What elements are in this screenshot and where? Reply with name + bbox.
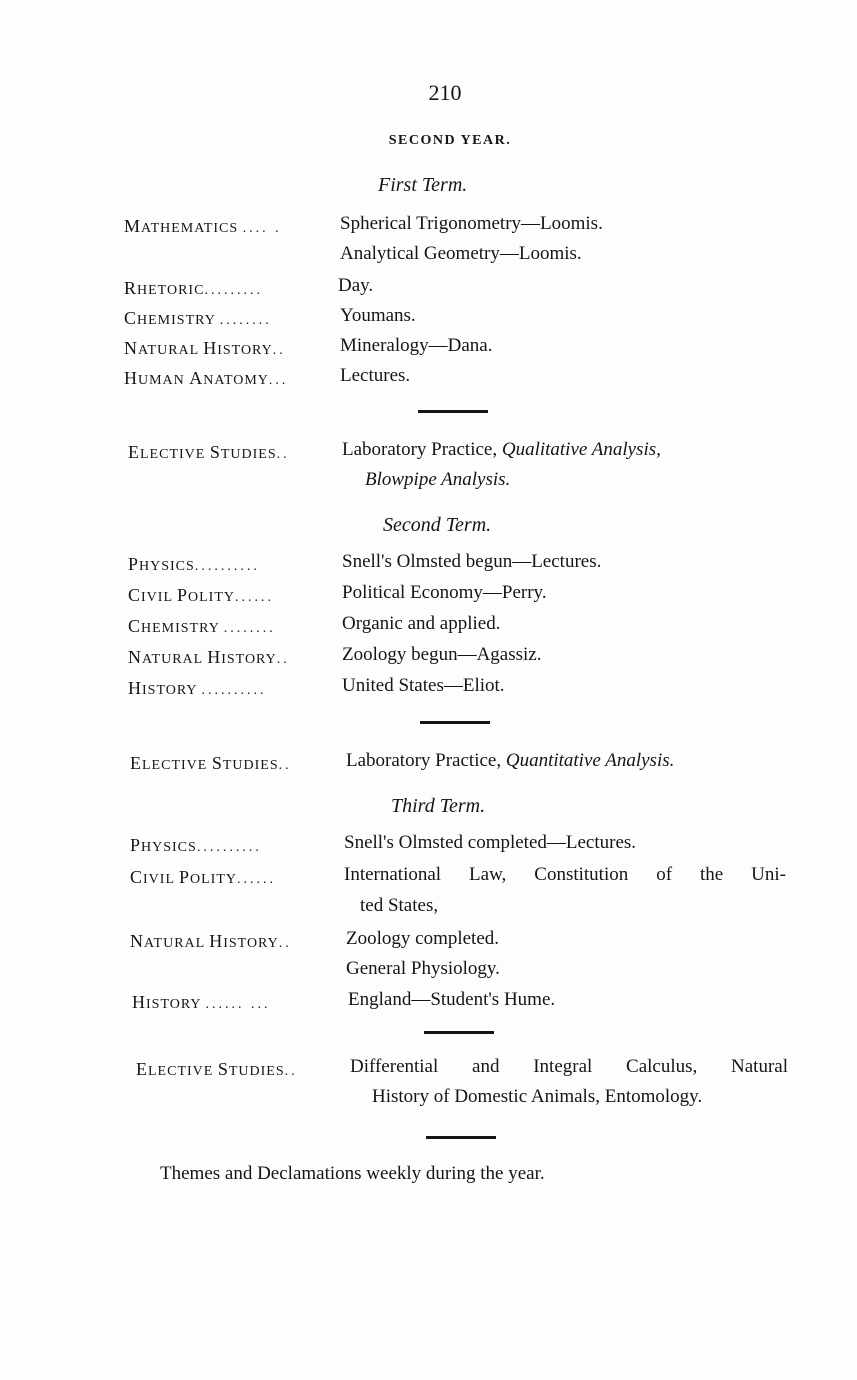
course-continuation: ted States, — [360, 895, 439, 916]
subject-label: PHYSICS.......... — [128, 554, 260, 574]
subject-label: PHYSICS.......... — [130, 835, 262, 855]
section-rule — [424, 1031, 494, 1034]
course-description: Spherical Trigonometry—Loomis. — [340, 213, 603, 234]
subject-label: ELECTIVE STUDIES.. — [136, 1059, 298, 1079]
subject-label: HISTORY ...... ... — [132, 992, 271, 1012]
course-row — [128, 551, 793, 581]
term-heading-first: First Term. — [378, 174, 468, 196]
subject-label: ELECTIVE STUDIES.. — [128, 442, 290, 462]
course-row — [128, 613, 793, 643]
course-description: Organic and applied. — [342, 613, 501, 634]
course-row — [128, 582, 793, 612]
elective-row — [130, 750, 795, 780]
section-rule — [426, 1136, 496, 1139]
course-continuation: Analytical Geometry—Loomis. — [340, 243, 582, 264]
term-heading-second: Second Term. — [383, 514, 492, 536]
course-row — [124, 275, 789, 305]
course-row — [130, 928, 795, 958]
course-description: Snell's Olmsted begun—Lectures. — [342, 551, 602, 572]
elective-continuation: Blowpipe Analysis. — [365, 469, 511, 490]
course-row — [130, 864, 795, 894]
course-description: Lectures. — [340, 365, 411, 386]
elective-row — [128, 439, 793, 469]
course-row — [124, 365, 789, 395]
elective-description: Laboratory Practice, Qualitative Analysis, — [342, 439, 661, 460]
course-description: Zoology completed. — [346, 928, 500, 949]
course-row — [132, 989, 797, 1019]
course-description: International Law, Constitution of the Uni- — [344, 864, 786, 885]
elective-description: Differential and Integral Calculus, Natural — [350, 1056, 788, 1077]
subject-label: CIVIL POLITY...... — [130, 867, 276, 887]
subject-label: CHEMISTRY ........ — [128, 616, 276, 636]
course-row — [130, 832, 795, 862]
subject-label: HUMAN ANATOMY... — [124, 368, 289, 388]
subject-label: RHETORIC......... — [124, 278, 263, 298]
subject-label: NATURAL HISTORY.. — [130, 931, 292, 951]
course-row — [124, 335, 789, 365]
elective-description: Laboratory Practice, Quantitative Analysis. — [346, 750, 675, 771]
page-number: 210 — [428, 80, 462, 105]
course-description: England—Student's Hume. — [348, 989, 556, 1010]
footer-note: Themes and Declamations weekly during the year. — [160, 1163, 545, 1184]
elective-continuation: History of Domestic Animals, Entomology. — [372, 1086, 703, 1107]
section-rule — [420, 721, 490, 724]
course-description: Youmans. — [340, 305, 416, 326]
elective-row — [136, 1056, 801, 1086]
course-description: Day. — [338, 275, 374, 296]
course-description: Political Economy—Perry. — [342, 582, 547, 603]
course-description: Snell's Olmsted completed—Lectures. — [344, 832, 637, 853]
subject-label: CIVIL POLITY...... — [128, 585, 274, 605]
year-heading: SECOND YEAR. — [388, 133, 512, 148]
subject-label: NATURAL HISTORY.. — [124, 338, 286, 358]
course-description: Mineralogy—Dana. — [340, 335, 493, 356]
course-row — [124, 305, 789, 335]
course-description: Zoology begun—Agassiz. — [342, 644, 542, 665]
subject-label: MATHEMATICS .... . — [124, 216, 282, 236]
subject-label: CHEMISTRY ........ — [124, 308, 272, 328]
term-heading-third: Third Term. — [391, 795, 486, 817]
subject-label: NATURAL HISTORY.. — [128, 647, 290, 667]
course-continuation: General Physiology. — [346, 958, 500, 979]
section-rule — [418, 410, 488, 413]
course-description: United States—Eliot. — [342, 675, 505, 696]
course-row — [128, 644, 793, 674]
subject-label: ELECTIVE STUDIES.. — [130, 753, 292, 773]
course-row — [128, 675, 793, 705]
subject-label: HISTORY .......... — [128, 678, 267, 698]
course-row — [124, 213, 789, 243]
